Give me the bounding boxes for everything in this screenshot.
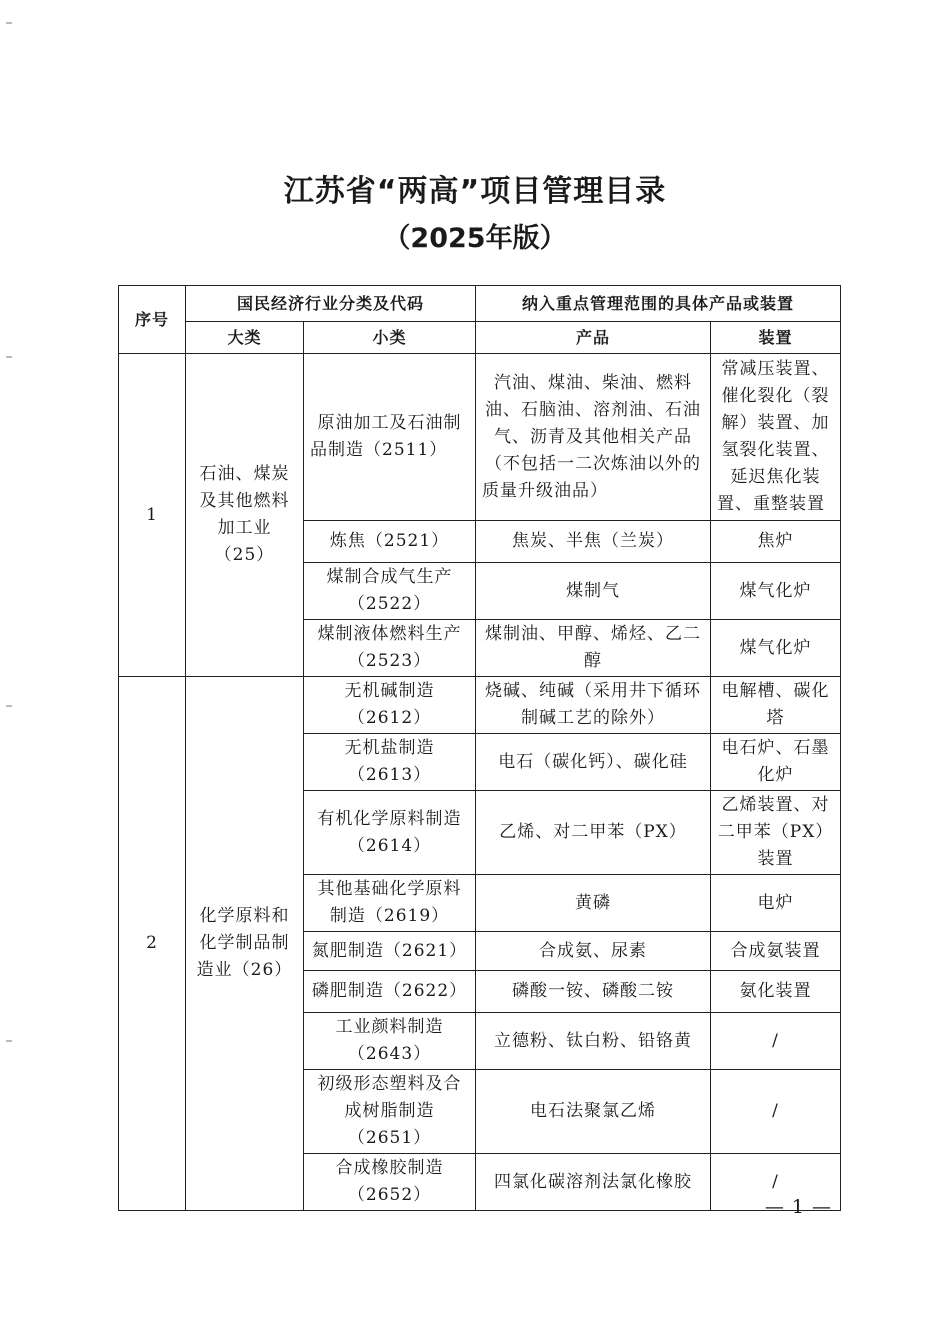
scan-edge-mark — [6, 356, 12, 358]
catalog-table — [118, 285, 841, 1211]
cell-minor: 无机碱制造（2612） — [304, 677, 476, 734]
cell-seq: 1 — [119, 354, 186, 677]
cell-minor: 合成橡胶制造（2652） — [304, 1154, 476, 1211]
cell-device: 合成氨装置 — [711, 932, 841, 971]
header-product: 产品 — [476, 322, 711, 354]
cell-minor: 氮肥制造（2621） — [304, 932, 476, 971]
cell-device: / — [711, 1154, 841, 1211]
table-row — [119, 677, 841, 734]
cell-minor: 煤制液体燃料生产（2523） — [304, 620, 476, 677]
cell-device: 氨化装置 — [711, 971, 841, 1013]
scan-edge-mark — [6, 1040, 12, 1042]
table-row — [119, 354, 841, 521]
cell-device: / — [711, 1013, 841, 1070]
cell-product: 焦炭、半焦（兰炭） — [476, 521, 711, 563]
cell-device: 电解槽、碳化塔 — [711, 677, 841, 734]
cell-product: 煤制油、甲醇、烯烃、乙二醇 — [476, 620, 711, 677]
document-subtitle: （2025年版） — [383, 223, 567, 254]
cell-minor: 有机化学原料制造（2614） — [304, 791, 476, 875]
header-scope-group: 纳入重点管理范围的具体产品或装置 — [476, 286, 841, 322]
cell-major: 石油、煤炭及其他燃料加工业（25） — [186, 354, 304, 677]
cell-minor: 初级形态塑料及合成树脂制造（2651） — [304, 1070, 476, 1154]
scan-edge-mark — [6, 22, 12, 24]
cell-major: 化学原料和化学制品制造业（26） — [186, 677, 304, 1211]
cell-product: 磷酸一铵、磷酸二铵 — [476, 971, 711, 1013]
header-device: 装置 — [711, 322, 841, 354]
cell-device: 煤气化炉 — [711, 620, 841, 677]
cell-minor: 煤制合成气生产（2522） — [304, 563, 476, 620]
cell-product: 立德粉、钛白粉、铅铬黄 — [476, 1013, 711, 1070]
cell-seq: 2 — [119, 677, 186, 1211]
cell-device: 电石炉、石墨化炉 — [711, 734, 841, 791]
cell-minor: 炼焦（2521） — [304, 521, 476, 563]
header-industry-group: 国民经济行业分类及代码 — [186, 286, 476, 322]
cell-device: 煤气化炉 — [711, 563, 841, 620]
cell-device: 常减压装置、催化裂化（裂解）装置、加氢裂化装置、延迟焦化装置、重整装置 — [711, 354, 841, 521]
cell-device: 乙烯装置、对二甲苯（PX）装置 — [711, 791, 841, 875]
header-seq: 序号 — [119, 286, 186, 354]
page-number: — 1 — — [764, 1196, 832, 1218]
cell-product: 烧碱、纯碱（采用井下循环制碱工艺的除外） — [476, 677, 711, 734]
cell-minor: 磷肥制造（2622） — [304, 971, 476, 1013]
header-minor: 小类 — [304, 322, 476, 354]
cell-minor: 无机盐制造（2613） — [304, 734, 476, 791]
cell-minor: 原油加工及石油制品制造（2511） — [304, 354, 476, 521]
scan-edge-mark — [6, 705, 12, 707]
cell-device: 焦炉 — [711, 521, 841, 563]
cell-product: 四氯化碳溶剂法氯化橡胶 — [476, 1154, 711, 1211]
document-title: 江苏省“两高”项目管理目录 — [283, 174, 667, 209]
header-major: 大类 — [186, 322, 304, 354]
cell-product: 黄磷 — [476, 875, 711, 932]
cell-product: 电石法聚氯乙烯 — [476, 1070, 711, 1154]
cell-product: 煤制气 — [476, 563, 711, 620]
cell-product: 合成氨、尿素 — [476, 932, 711, 971]
cell-product: 汽油、煤油、柴油、燃料油、石脑油、溶剂油、石油气、沥青及其他相关产品（不包括一二次炼油以外的质量升级油品） — [476, 354, 711, 521]
cell-minor: 工业颜料制造（2643） — [304, 1013, 476, 1070]
cell-minor: 其他基础化学原料制造（2619） — [304, 875, 476, 932]
cell-product: 电石（碳化钙）、碳化硅 — [476, 734, 711, 791]
cell-product: 乙烯、对二甲苯（PX） — [476, 791, 711, 875]
cell-device: 电炉 — [711, 875, 841, 932]
cell-device: / — [711, 1070, 841, 1154]
